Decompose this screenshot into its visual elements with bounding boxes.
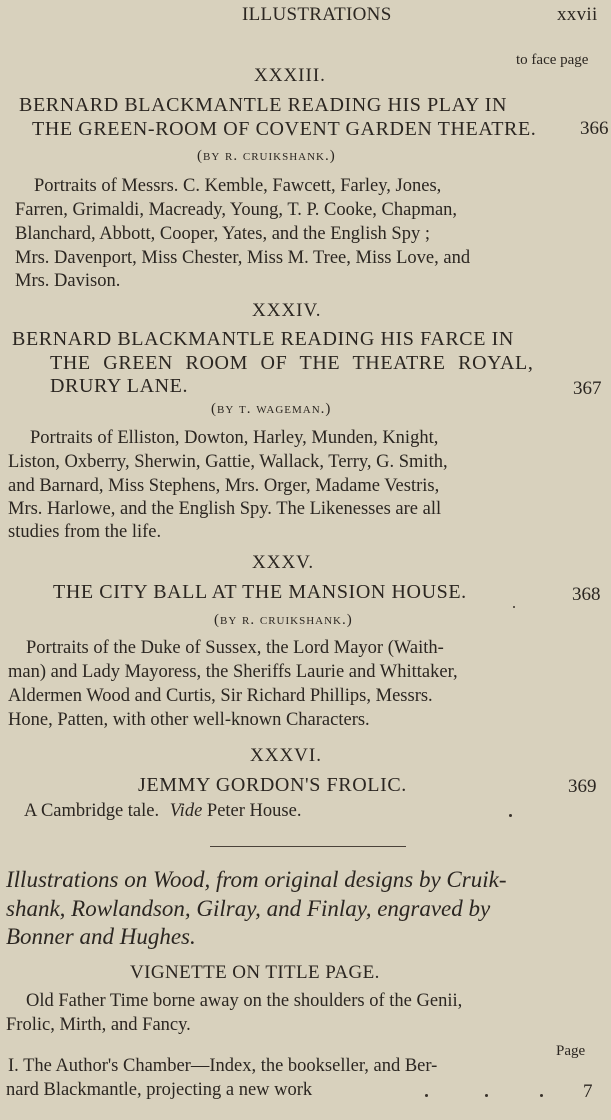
- plate-numeral: XXXIV.: [252, 300, 322, 321]
- paper-speck: [509, 814, 512, 817]
- vignette-description-line: Old Father Time borne away on the shoulders of the Genii,: [26, 991, 463, 1011]
- to-face-page-label: to face page: [516, 52, 589, 68]
- plate-description-line: man) and Lady Mayoress, the Sheriffs Laurie and Whittaker,: [8, 662, 458, 682]
- plate-description-line: Portraits of the Duke of Sussex, the Lord Mayor (Waith-: [26, 638, 444, 658]
- plate-page-number: 369: [568, 776, 597, 797]
- paper-speck: [513, 606, 515, 608]
- running-head-title: ILLUSTRATIONS: [242, 4, 392, 25]
- plate-numeral: XXXV.: [252, 552, 315, 573]
- plate-title-line: THE CITY BALL AT THE MANSION HOUSE.: [53, 581, 467, 603]
- plate-title-line: THE GREEN-ROOM OF COVENT GARDEN THEATRE.: [32, 118, 537, 140]
- leader-dot: [485, 1094, 488, 1097]
- leader-dot: [540, 1094, 543, 1097]
- plate-description-line: studies from the life.: [8, 522, 162, 542]
- wood-section-heading-line: Bonner and Hughes.: [6, 924, 196, 949]
- plate-numeral: XXXVI.: [250, 745, 322, 766]
- description-text: Peter House.: [206, 801, 302, 821]
- plate-description-line: Mrs. Davenport, Miss Chester, Miss M. Tree, Miss Love, and: [15, 248, 471, 268]
- plate-page-number: 367: [573, 378, 602, 399]
- plate-description-line: Portraits of Messrs. C. Kemble, Fawcett, Farley, Jones,: [34, 176, 442, 196]
- plate-description-line: Hone, Patten, with other well-known Characters.: [8, 710, 370, 730]
- plate-description-line: Blanchard, Abbott, Cooper, Yates, and the English Spy ;: [15, 224, 430, 244]
- plate-title-line: THE GREEN ROOM OF THE THEATRE ROYAL,: [50, 352, 534, 374]
- plate-description-line: [24, 801, 301, 822]
- plate-credit: (by r. cruikshank.): [197, 148, 336, 164]
- description-text: A Cambridge tale.: [24, 801, 160, 821]
- plate-description-line: Mrs. Harlowe, and the English Spy. The Likenesses are all: [8, 499, 442, 519]
- plate-description-line: Liston, Oxberry, Sherwin, Gattie, Wallack, Terry, G. Smith,: [8, 452, 448, 472]
- vignette-description-line: Frolic, Mirth, and Fancy.: [6, 1015, 191, 1035]
- running-head-page-number: xxvii: [557, 4, 598, 25]
- plate-description-line: and Barnard, Miss Stephens, Mrs. Orger, Madame Vestris,: [8, 476, 440, 496]
- vignette-title: VIGNETTE ON TITLE PAGE.: [130, 962, 380, 983]
- vide-italic: Vide: [169, 801, 203, 821]
- wood-item-line: I. The Author's Chamber—Index, the bookseller, and Ber-: [8, 1056, 438, 1076]
- plate-page-number: 368: [572, 584, 601, 605]
- plate-credit: (by t. wageman.): [211, 401, 332, 417]
- wood-item-line: nard Blackmantle, projecting a new work: [6, 1080, 313, 1100]
- wood-section-heading-line: shank, Rowlandson, Gilray, and Finlay, engraved by: [6, 896, 491, 921]
- plate-description-line: Aldermen Wood and Curtis, Sir Richard Phillips, Messrs.: [8, 686, 433, 706]
- plate-description-line: Portraits of Elliston, Dowton, Harley, Munden, Knight,: [30, 428, 439, 448]
- plate-numeral: XXXIII.: [254, 65, 326, 86]
- wood-item-page-number: 7: [583, 1081, 593, 1102]
- plate-title-line: JEMMY GORDON'S FROLIC.: [138, 774, 407, 796]
- plate-description-line: Mrs. Davison.: [15, 271, 121, 291]
- plate-credit: (by r. cruikshank.): [214, 612, 353, 628]
- plate-description-line: Farren, Grimaldi, Macready, Young, T. P. Cooke, Chapman,: [15, 200, 458, 220]
- plate-page-number: 366: [580, 118, 609, 139]
- page-column-label: Page: [556, 1043, 586, 1059]
- plate-title-line: BERNARD BLACKMANTLE READING HIS FARCE IN: [12, 328, 514, 350]
- plate-title-line: BERNARD BLACKMANTLE READING HIS PLAY IN: [19, 94, 508, 116]
- section-divider: [210, 846, 406, 847]
- plate-title-line: DRURY LANE.: [50, 375, 189, 397]
- wood-section-heading-line: Illustrations on Wood, from original designs by Cruik-: [6, 867, 507, 892]
- leader-dot: [425, 1094, 428, 1097]
